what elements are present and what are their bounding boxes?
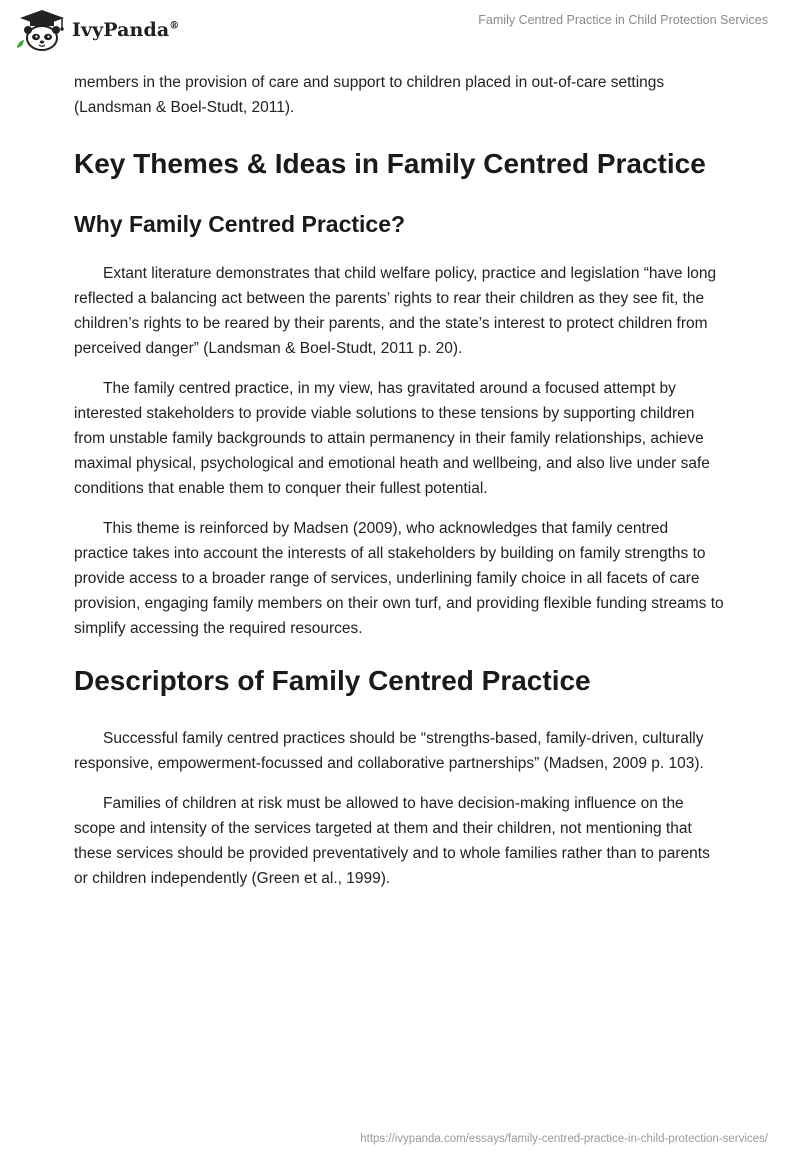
paragraph: Extant literature demonstrates that child welfare policy, practice and legislation “have long reflected a balancing act between the parents’ rights to rear their children as they see fit, the children’s rights to be reared by their parents, and the state’s interest to protect children from perceived danger” (Landsman & Boel-Studt, 2011 p. 20). — [74, 265, 717, 357]
paragraph: Families of children at risk must be allowed to have decision-making influence on the scope and intensity of the services targeted at them and their children, not mentioning that these services should be provided preventatively and to whole families rather than to parents or children independently (Green et al., 1999). — [74, 795, 710, 887]
ivypanda-logo[interactable] — [14, 8, 179, 52]
paragraph: The family centred practice, in my view, has gravitated around a focused attempt by interested stakeholders to provide viable solutions to these tensions by supporting children from unstable family backgrounds to attain permanency in their family relationships, achieve maximal physical, psychological and emotional heath and wellbeing, and also live under safe conditions that enable them to conquer their fullest potential. — [74, 380, 710, 497]
page-header — [0, 0, 800, 62]
essay-content — [74, 70, 726, 906]
subheading-why-family-centred: Why Family Centred Practice? — [74, 211, 406, 237]
intro-paragraph: members in the provision of care and support to children placed in out-of-care settings (Landsman & Boel-Studt, 2011). — [74, 74, 665, 116]
panda-graduate-icon — [14, 8, 70, 52]
registered-mark: ® — [169, 20, 180, 32]
heading-key-themes: Key Themes & Ideas in Family Centred Practice — [74, 148, 706, 179]
document-title: Family Centred Practice in Child Protection Services — [478, 13, 768, 27]
source-url-link[interactable]: https://ivypanda.com/essays/family-centred-practice-in-child-protection-services/ — [360, 1133, 768, 1145]
paragraph: This theme is reinforced by Madsen (2009), who acknowledges that family centred practice takes into account the interests of all stakeholders by building on family strengths to provide access to a broader range of services, underlining family choice in all facets of care provision, engaging family members on their own turf, and providing flexible funding streams to simplify accessing the required resources. — [74, 520, 724, 637]
paragraph: Successful family centred practices should be “strengths-based, family-driven, culturally responsive, empowerment-focussed and collaborative partnerships” (Madsen, 2009 p. 103). — [74, 730, 704, 772]
brand-name: IvyPanda® — [72, 19, 180, 41]
heading-descriptors: Descriptors of Family Centred Practice — [74, 665, 591, 696]
